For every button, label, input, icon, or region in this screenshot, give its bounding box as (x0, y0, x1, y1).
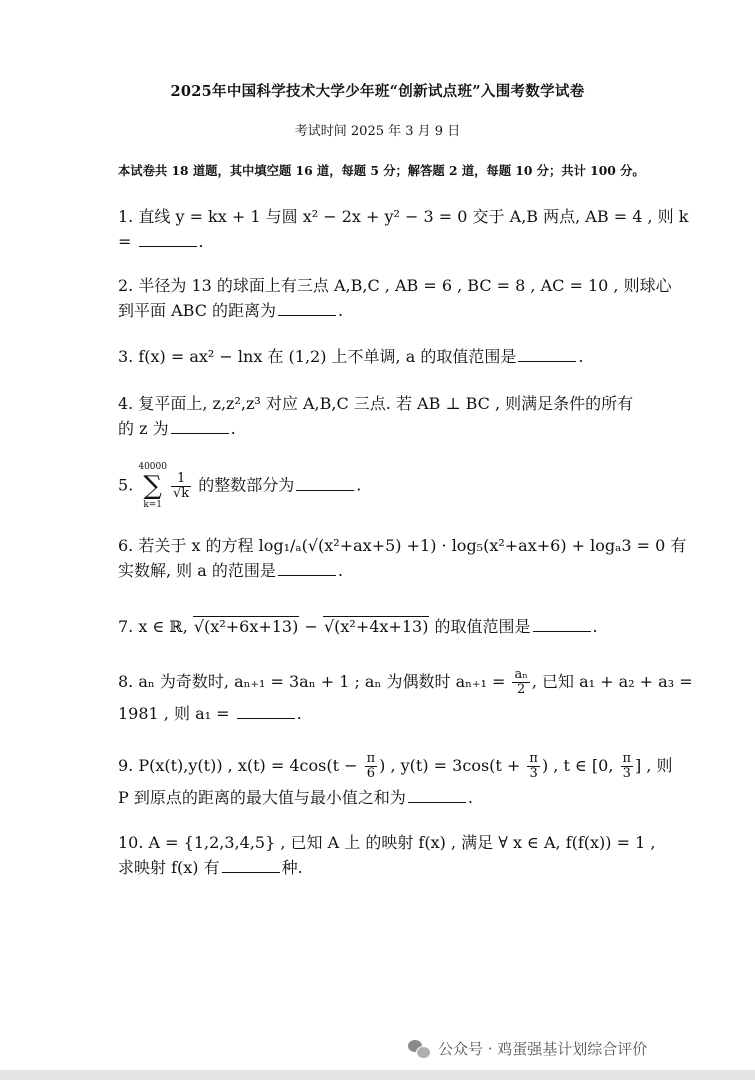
question-4-line-2 (118, 416, 643, 441)
answer-blank (237, 704, 295, 719)
question-7-period: . (592, 617, 598, 636)
question-2-line-1: 2. 半径为 13 的球面上有三点 A,B,C , AB = 6 , BC = 8 , AC = 10 , 则球心 (118, 276, 672, 295)
question-7-prefix: 7. x ∈ ℝ, (118, 617, 193, 636)
question-2 (118, 273, 672, 323)
question-1-period: . (198, 232, 204, 251)
fraction-denominator: 3 (529, 766, 538, 781)
exam-instructions: 本试卷共 18 道题，其中填空题 16 道，每题 5 分；解答题 2 道，每题 10 分；共计 100 分。 (118, 163, 645, 178)
question-8 (118, 667, 693, 726)
question-10-end: 种. (281, 858, 303, 877)
question-8-ask: 1981 , 则 a₁ = (118, 704, 230, 723)
fraction (365, 752, 378, 781)
question-4-text: 的 z 为 (118, 419, 169, 438)
question-10-text: 求映射 f(x) 有 (118, 858, 220, 877)
question-9-text-a: 9. P(x(t),y(t)) , x(t) = 4cos(t − (118, 756, 363, 775)
answer-blank (278, 301, 336, 316)
question-4-period: . (230, 419, 236, 438)
answer-blank (171, 419, 229, 434)
answer-blank (278, 561, 336, 576)
exam-time: 考试时间 2025 年 3 月 9 日 (294, 124, 461, 139)
question-6-text: 实数解, 则 a 的范围是 (118, 561, 276, 580)
answer-blank (139, 232, 197, 247)
question-4 (118, 391, 643, 441)
question-7 (118, 614, 643, 639)
wechat-watermark (408, 1038, 647, 1059)
question-5-number: 5. (118, 475, 134, 495)
watermark-text: 公众号 · 鸡蛋强基计划综合评价 (438, 1040, 648, 1058)
fraction (527, 752, 540, 781)
fraction (171, 472, 191, 501)
question-9 (118, 751, 673, 810)
fraction (512, 668, 529, 697)
fraction-denominator: 6 (366, 766, 375, 781)
exam-title: 2025年中国科学技术大学少年班“创新试点班”入围考数学试卷 (170, 83, 585, 100)
fraction-numerator: π (366, 751, 376, 766)
question-5-period: . (356, 475, 362, 495)
answer-blank (222, 858, 280, 873)
question-5-line-1 (118, 462, 643, 510)
fraction (621, 752, 634, 781)
question-8-condition: , 已知 a₁ + a₂ + a₃ = (531, 672, 693, 691)
summation-lower: k=1 (143, 500, 163, 510)
wechat-icon (408, 1040, 430, 1058)
question-7-line-1 (118, 614, 643, 639)
answer-blank (296, 476, 354, 491)
question-1 (118, 204, 689, 254)
answer-blank (533, 617, 591, 632)
question-3 (118, 344, 643, 369)
question-1-equals: = (118, 232, 132, 251)
question-8-text: 8. aₙ 为奇数时, aₙ₊₁ = 3aₙ + 1 ; aₙ 为偶数时 aₙ₊₁ = (118, 672, 511, 691)
question-10 (118, 830, 656, 880)
question-6 (118, 533, 687, 583)
question-2-period: . (338, 301, 344, 320)
question-2-text: 到平面 ABC 的距离为 (118, 301, 277, 320)
fraction-numerator: π (622, 751, 632, 766)
question-1-line-1: 1. 直线 y = kx + 1 与圆 x² − 2x + y² − 3 = 0 交于 A,B 两点, AB = 4 , 则 k (118, 207, 689, 226)
fraction-denominator: 2 (517, 682, 526, 697)
question-8-period: . (296, 704, 302, 723)
bottom-edge (0, 1070, 755, 1080)
question-10-line-1: 10. A = {1,2,3,4,5} , 已知 A 上 的映射 f(x) , 满足 ∀ x ∈ A, f(f(x)) = 1 , (118, 833, 656, 852)
question-9-line-2 (118, 785, 643, 810)
question-6-period: . (337, 561, 343, 580)
fraction-denominator: 3 (622, 766, 631, 781)
radical-1: √(x²+6x+13) (193, 617, 299, 636)
question-3-text: 3. f(x) = ax² − lnx 在 (1,2) 上不单调, a 的取值范围是 (118, 347, 517, 366)
fraction-numerator: aₙ (514, 667, 528, 682)
minus-sign: − (299, 617, 323, 636)
question-1-line-2 (118, 229, 643, 254)
question-5-text: 的整数部分为 (198, 475, 295, 495)
question-6-line-2 (118, 558, 643, 583)
question-9-text-b: ) , y(t) = 3cos(t + (379, 756, 526, 775)
summation-upper: 40000 (138, 462, 167, 472)
question-6-line-1: 6. 若关于 x 的方程 log₁/ₐ(√(x²+ax+5) +1) · log₅(x²+ax+6) + logₐ3 = 0 有 (118, 536, 687, 555)
question-9-text-d: ] , 则 (635, 756, 673, 775)
fraction-denominator: √k (173, 485, 190, 501)
question-2-line-2 (118, 298, 643, 323)
question-3-line-1 (118, 344, 643, 369)
question-9-period: . (467, 788, 473, 807)
question-4-line-1: 4. 复平面上, z,z²,z³ 对应 A,B,C 三点. 若 AB ⊥ BC , 则满足条件的所有 (118, 394, 634, 413)
question-10-line-2 (118, 855, 643, 880)
question-9-ask: P 到原点的距离的最大值与最小值之和为 (118, 788, 406, 807)
question-8-line-2 (118, 701, 643, 726)
radical-2: √(x²+4x+13) (323, 617, 429, 636)
summation-symbol: ∑ (143, 471, 162, 501)
fraction-numerator: 1 (171, 472, 191, 487)
answer-blank (408, 788, 466, 803)
question-9-line-1 (118, 751, 673, 781)
question-5 (118, 462, 643, 510)
summation (138, 462, 167, 510)
fraction-numerator: π (529, 751, 538, 766)
question-9-text-c: ) , t ∈ [0, (541, 756, 619, 775)
question-7-text: 的取值范围是 (429, 617, 531, 636)
answer-blank (518, 347, 576, 362)
question-8-line-1 (118, 667, 693, 697)
question-3-period: . (578, 347, 584, 366)
